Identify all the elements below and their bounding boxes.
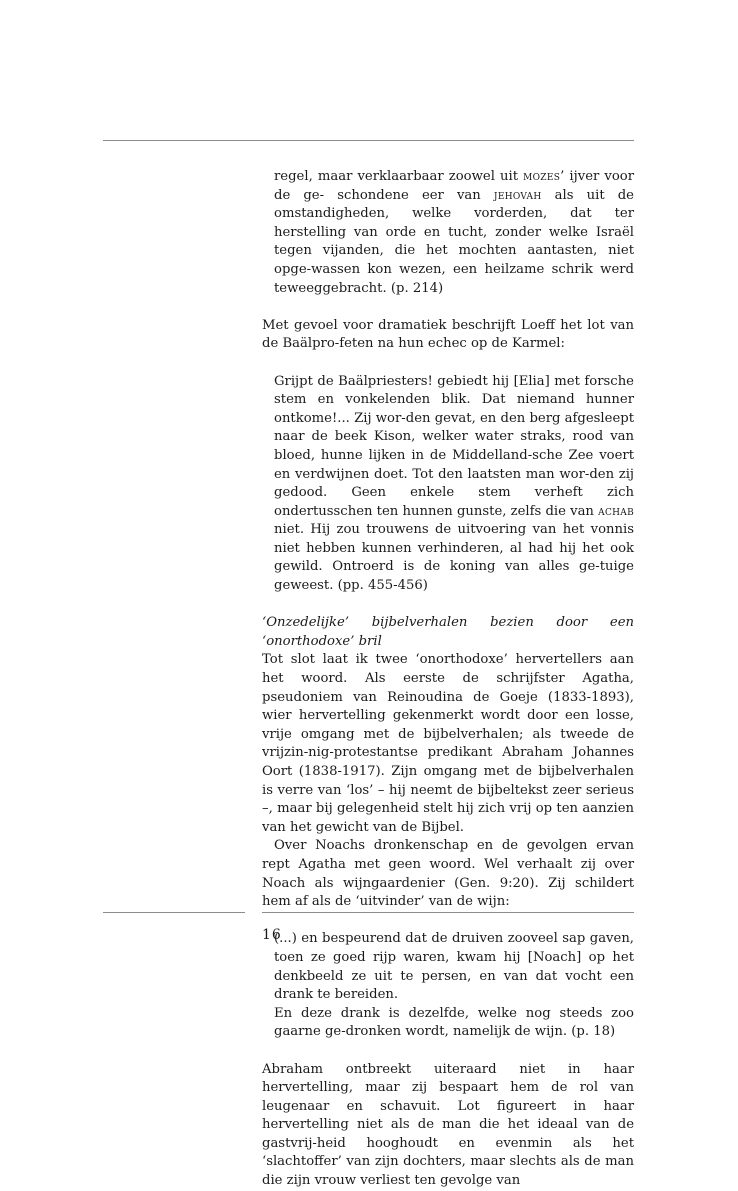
paragraph-1: Met gevoel voor dramatiek beschrijft Loeff het lot van de Baälpro-feten na hun echec op de Karmel: bbox=[262, 317, 634, 352]
block-quote-1 bbox=[262, 168, 634, 298]
bottom-rule-left bbox=[103, 912, 245, 913]
quote-1-text bbox=[274, 168, 634, 298]
quote-2-end: niet. Hij zou trouwens de uitvoering van het vonnis niet hebben kunnen verhinderen, al had hij het ook gewild. Ontroerd is de koning van alles ge-tuige geweest. (pp. 455-456) bbox=[274, 522, 634, 594]
quote-1-line-2: schondene eer van bbox=[337, 187, 494, 203]
name-mozes: mozes bbox=[523, 169, 561, 184]
paragraph-3: Over Noachs dronkenschap en de gevolgen ervan rept Agatha met geen woord. Wel verhaalt zij over Noach als wijngaardenier (Gen. 9:20). Zij schildert hem af als de ‘uitvinder’ van de wijn: bbox=[262, 838, 634, 910]
bottom-rule-right bbox=[262, 912, 634, 913]
block-quote-3 bbox=[262, 930, 634, 1042]
quote-1-line-1-end: ’ ijver voor de ge- bbox=[274, 169, 635, 203]
text-column bbox=[262, 168, 634, 1191]
name-achab: achab bbox=[598, 503, 634, 519]
section-heading: ‘Onzedelijke’ bijbelverhalen bezien door een ‘onorthodoxe’ bril bbox=[262, 615, 634, 649]
quote-1-line-2-end: als uit de omstandigheden, welke bbox=[274, 187, 634, 222]
quote-3-paragraph-2: En deze drank is dezelfde, welke nog steeds zoo gaarne ge-dronken wordt, namelijk de wijn. (p. 18) bbox=[274, 1005, 634, 1040]
quote-2-start: Grijpt de Baälpriesters! gebiedt hij [Elia] met forsche stem en vonkelenden blik. Dat niemand hunner ontkome!... Zij wor-den gevat, en den berg afgesleept naar de beek Kison, welker water straks, rood van bloed, hunne lijken in de Middelland-sche Zee voert en verdwijnen doet. Tot den laatsten man wor-den zij gedood. Geen enkele stem verheft zich ondertusschen ten hunnen gunste, zelfs die van bbox=[274, 373, 634, 519]
paragraph-4: Abraham ontbreekt uiteraard niet in haar hervertelling, maar zij bespaart hem de rol van leugenaar en schavuit. Lot figureert in haar hervertelling niet als de man die het ideaal van de gastvrij-heid hooghoudt en evenmin als het ‘slachtoffer’ van zijn dochters, maar slechts als de man die zijn vrouw verliest ten gevolge van bbox=[262, 1061, 634, 1189]
top-rule bbox=[103, 140, 634, 141]
quote-1-rest: vorderden, dat ter herstelling van orde en tucht, zonder welke Israël tegen vijanden, die het mochten aantasten, niet opge-wassen kon wezen, een heilzame schrik werd teweeggebracht. (p. 214) bbox=[274, 206, 634, 296]
name-jehovah: jehovah bbox=[493, 187, 542, 203]
quote-1-line-1: regel, maar verklaarbaar zoowel uit bbox=[274, 169, 524, 184]
quote-2-text bbox=[274, 373, 634, 596]
block-quote-2 bbox=[262, 373, 634, 596]
quote-3-paragraph-1: (...) en bespeurend dat de druiven zooveel sap gaven, toen ze goed rijp waren, kwam hij [Noach] op het denkbeeld ze uit te persen, en van dat vocht een drank te bereiden. bbox=[274, 931, 634, 1003]
paragraph-2: Tot slot laat ik twee ‘onorthodoxe’ hervertellers aan het woord. Als eerste de schrijfster Agatha, pseudoniem van Reinoudina de Goeje (1833-1893), wier hervertelling gekenmerkt wordt door een losse, vrije omgang met de bijbelverhalen; als tweede de vrijzin-nig-protestantse predikant Abraham Johannes Oort (1838-1917). Zijn omgang met de bijbelverhalen is verre van ‘los’ – hij neemt de bijbeltekst zeer serieus –, maar bij gelegenheid stelt hij zich vrij op ten aanzien van het gewicht van de Bijbel. bbox=[262, 652, 634, 835]
page-number: 16 bbox=[262, 927, 282, 943]
